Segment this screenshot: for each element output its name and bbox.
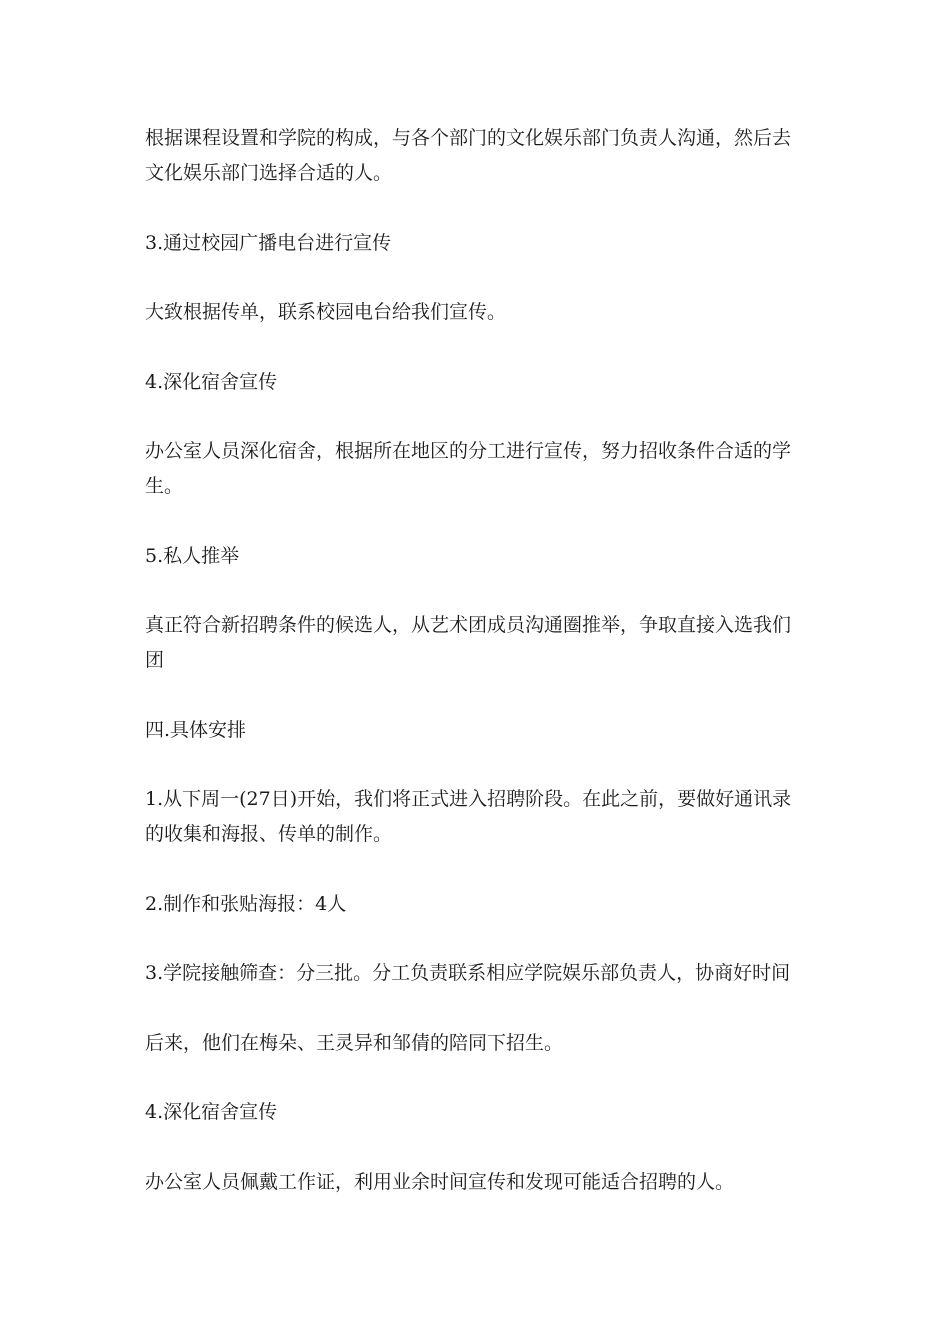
heading-dorm-promotion-2: 4.深化宿舍宣传 [145, 1101, 278, 1123]
heading-dorm-promotion: 4.深化宿舍宣传 [145, 371, 278, 393]
heading-private-recommendation: 5.私人推举 [145, 545, 240, 567]
paragraph-arrangement-3: 3.学院接触筛查：分三批。分工负责联系相应学院娱乐部负责人，协商好时间 [145, 962, 791, 984]
paragraph-recruit-method: 根据课程设置和学院的构成，与各个部门的文化娱乐部门负责人沟通，然后去文化娱乐部门选择合适的人。 [145, 127, 792, 184]
paragraph-arrangement-1: 1.从下周一(27日)开始，我们将正式进入招聘阶段。在此之前，要做好通讯录的收集和海报、传单的制作。 [145, 788, 792, 845]
heading-campus-radio: 3.通过校园广播电台进行宣传 [145, 232, 392, 254]
paragraph-private-recommendation: 真正符合新招聘条件的候选人，从艺术团成员沟通圈推举，争取直接入选我们团 [145, 614, 792, 671]
paragraph-arrangement-3-cont: 后来，他们在梅朵、王灵异和邹倩的陪同下招生。 [145, 1032, 564, 1054]
paragraph-campus-radio: 大致根据传单，联系校园电台给我们宣传。 [145, 301, 507, 323]
heading-specific-arrangement: 四.具体安排 [145, 719, 247, 741]
paragraph-arrangement-2: 2.制作和张贴海报：4人 [145, 893, 347, 915]
paragraph-dorm-promotion: 办公室人员深化宿舍，根据所在地区的分工进行宣传，努力招收条件合适的学生。 [145, 440, 792, 497]
paragraph-dorm-promotion-2: 办公室人员佩戴工作证，利用业余时间宣传和发现可能适合招聘的人。 [145, 1171, 735, 1193]
